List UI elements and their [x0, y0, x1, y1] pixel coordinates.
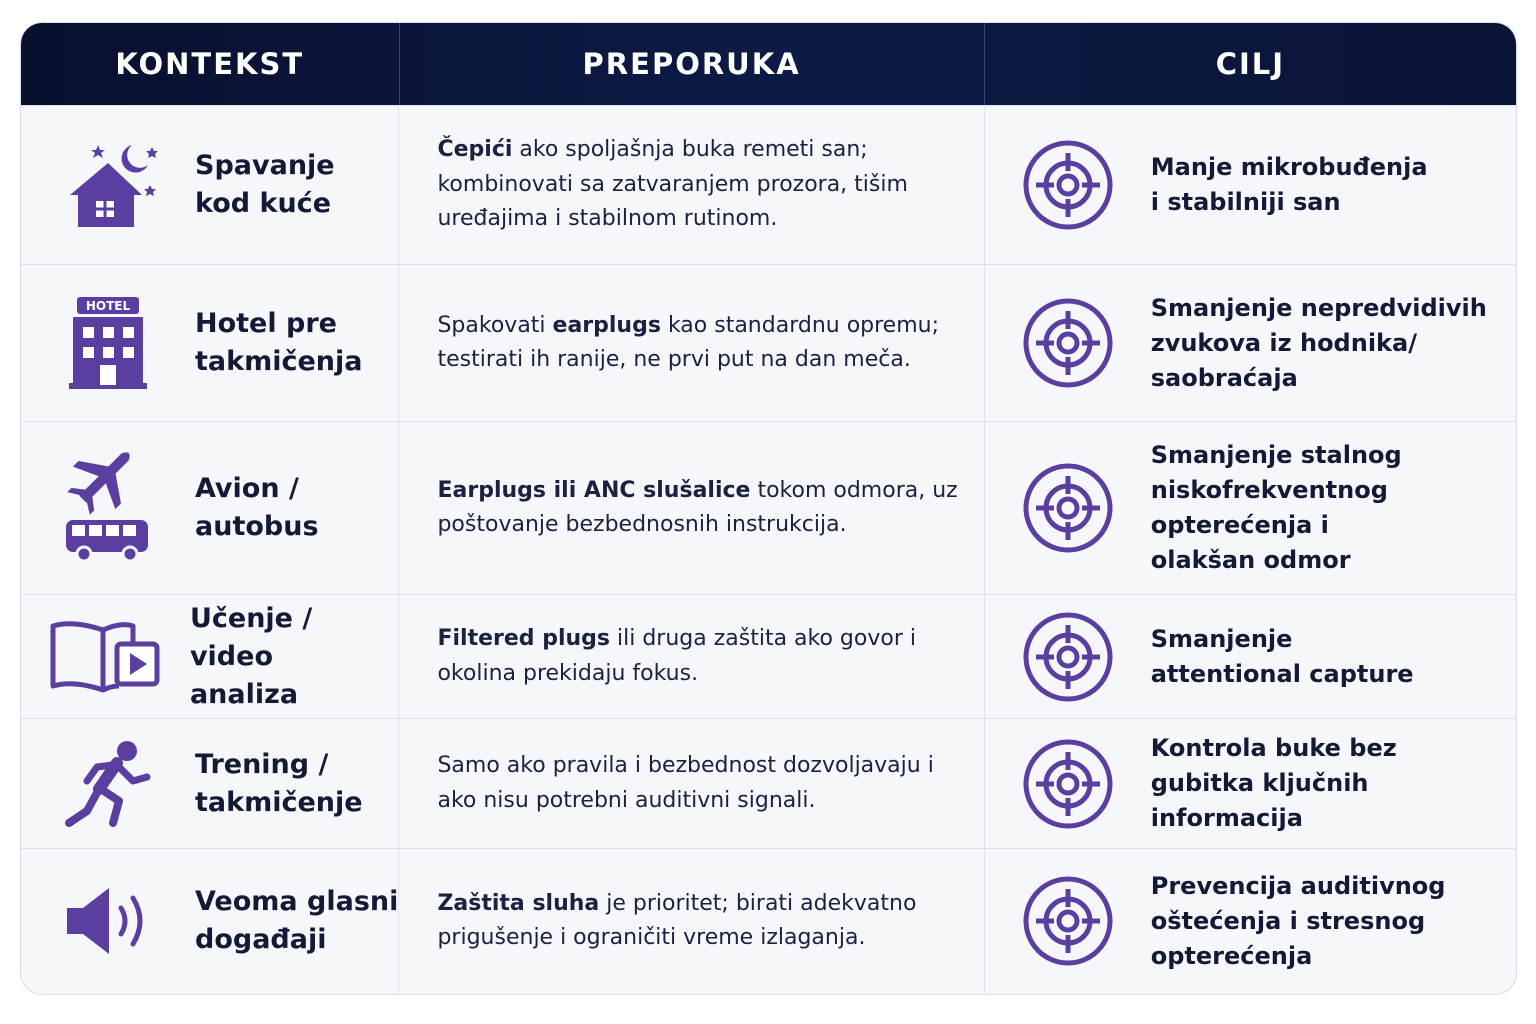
goal-text: Kontrola buke bez gubitka ključnih informacija [1150, 734, 1397, 832]
target-icon [985, 265, 1151, 421]
context-label: Spavanje kod kuće [195, 150, 335, 219]
runner-icon [21, 719, 195, 848]
table-row [21, 105, 1516, 264]
plane-bus-icon [21, 422, 195, 594]
goal-text: Prevencija auditivnog oštećenja i stresnog opterećenja [1150, 871, 1446, 970]
hotel-sign-text: HOTEL [85, 299, 131, 313]
recommendation-rest: ako spoljašnja buka remeti san; kombinovati sa zatvaranjem prozora, tišim uređajima i stabilnom rutinom. [437, 137, 908, 232]
recommendation-text [437, 622, 961, 691]
recommendation-cell [399, 719, 984, 848]
recommendation-text [437, 309, 961, 378]
recommendation-pre: Spakovati [437, 312, 553, 338]
header-goal: CILJ [1215, 47, 1286, 81]
context-label: Učenje / video analiza [189, 602, 313, 710]
recommendation-cell [399, 595, 984, 718]
recommendation-cell [399, 422, 984, 594]
recommendation-rest: ili druga zaštita ako govor i okolina prekidaju fokus. [437, 626, 916, 686]
recommendation-cell [399, 265, 984, 421]
recommendation-text [437, 133, 961, 237]
goal-cell [985, 106, 1516, 264]
goal-cell [985, 595, 1516, 718]
goal-text: Smanjenje attentional capture [1150, 624, 1414, 688]
recommendation-rest: kao standardnu opremu; testirati ih ranije, ne prvi put na dan meča. [437, 312, 940, 372]
context-label: Trening / takmičenje [195, 748, 363, 818]
recommendation-rest: Samo ako pravila i bezbednost dozvoljavaju i ako nisu potrebni auditivni signali. [437, 753, 934, 813]
recommendation-rest: tokom odmora, uz poštovanje bezbednosnih instrukcija. [437, 477, 958, 537]
target-icon [985, 849, 1151, 993]
recommendation-bold: Zaštita sluha [437, 890, 600, 916]
table-row [21, 848, 1516, 993]
goal-cell [985, 719, 1516, 848]
goal-cell [985, 265, 1516, 421]
recommendation-text [437, 474, 961, 543]
goal-text: Manje mikrobuđenja i stabilniji san [1150, 153, 1428, 216]
recommendation-bold: Filtered plugs [437, 626, 610, 651]
target-icon [985, 106, 1151, 264]
target-icon [985, 595, 1151, 718]
recommendation-table [20, 22, 1517, 995]
table-row [21, 421, 1516, 594]
header-recommendation: PREPORUKA [400, 23, 985, 105]
target-icon [985, 719, 1151, 848]
recommendation-rest: je prioritet; birati adekvatno prigušenje i ograničiti vreme izlaganja. [437, 890, 917, 950]
context-label: Avion / autobus [195, 473, 319, 542]
context-cell [21, 106, 399, 264]
recommendation-cell [399, 849, 984, 993]
speaker-loud-icon [21, 849, 195, 993]
recommendation-bold: Earplugs ili ANC slušalice [437, 477, 751, 503]
table-row [21, 264, 1516, 421]
context-label: Veoma glasni događaji [195, 886, 399, 955]
recommendation-cell [399, 106, 984, 264]
goal-cell [985, 422, 1516, 594]
goal-text: Smanjenje stalnog niskofrekventnog opterećenja i olakšan odmor [1150, 441, 1402, 574]
context-label: Hotel pre takmičenja [195, 308, 363, 377]
recommendation-bold: earplugs [552, 312, 661, 338]
table-row [21, 594, 1516, 718]
context-cell [21, 422, 399, 594]
house-night-icon [21, 106, 195, 264]
hotel-icon [21, 265, 195, 421]
book-video-icon [21, 595, 190, 718]
recommendation-bold: Čepići [437, 137, 513, 163]
recommendation-text [437, 749, 961, 818]
table-row [21, 718, 1516, 848]
table-header [21, 23, 1516, 105]
context-cell [21, 719, 399, 848]
context-cell [21, 265, 399, 421]
target-icon [985, 422, 1151, 594]
header-context: KONTEKST [21, 23, 400, 105]
recommendation-text [437, 887, 961, 956]
context-cell [21, 595, 399, 718]
goal-text: Smanjenje nepredvidivih zvukova iz hodnika/ saobraćaja [1150, 293, 1487, 392]
context-cell [21, 849, 399, 993]
goal-cell [985, 849, 1516, 993]
